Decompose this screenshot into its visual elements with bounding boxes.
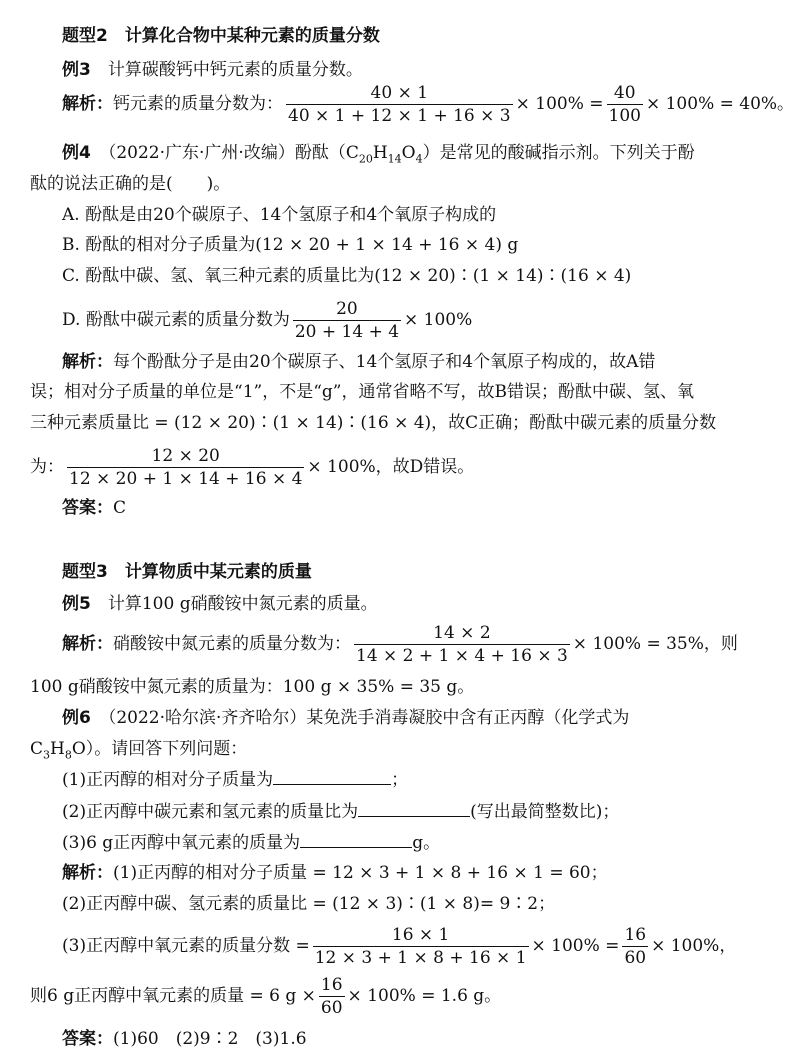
example-6-analysis-2: (2)正丙醇中碳、氢元素的质量比 = (12 × 3)∶(1 × 8)= 9∶2； <box>62 894 556 914</box>
fraction: $\frac{16}{60}$ <box>320 975 343 1018</box>
example-4-analysis-4: 为： $\frac{12 \times 20}{12 \times 20 + 1 \times 14 + 16 \times 4}$ × 100%，故D错误。 <box>30 446 475 489</box>
section-heading-3: 题型3 计算物质中某元素的质量 <box>62 562 312 582</box>
example-5-analysis: 解析：硝酸铵中氮元素的质量分数为： $\frac{14 \times 2}{14 \times 2 + 1 \times 4 + 16 \times 3}$ × 100% = 35%，则 <box>62 623 738 666</box>
fraction: $\frac{16 \times 1}{12 \times 3 + 1 \times 8 + 16 \times 1}$ <box>314 925 527 968</box>
question-2: (2)正丙醇中碳元素和氢元素的质量比为 (写出最简整数比)； <box>62 802 620 822</box>
example-4-stem-2: 酞的说法正确的是( )。 <box>30 174 231 194</box>
section-heading-2: 题型2 计算化合物中某种元素的质量分数 <box>62 26 380 46</box>
fraction: $\frac{12 \times 20}{12 \times 20 + 1 \times 14 + 16 \times 4}$ <box>69 446 303 489</box>
question-3: (3)6 g正丙醇中氧元素的质量为 g。 <box>62 833 441 853</box>
answer-blank[interactable] <box>273 768 391 785</box>
example-5-analysis-2: 100 g硝酸铵中氮元素的质量为：100 g × 35% = 35 g。 <box>30 677 475 697</box>
example-6-analysis-3: (3)正丙醇中氧元素的质量分数 = $\frac{16 \times 1}{12 \times 3 + 1 \times 8 + 16 \times 1}$ × 100% = $\frac{16}{60}$ × 100%， <box>62 925 737 968</box>
fraction: $\frac{14 \times 2}{14 \times 2 + 1 \times 4 + 16 \times 3}$ <box>356 623 568 666</box>
example-4-answer: 答案：C <box>62 498 127 518</box>
example-6-stem: 例6 （2022·哈尔滨·齐齐哈尔）某免洗手消毒凝胶中含有正丙醇（化学式为 <box>62 708 630 728</box>
answer-blank[interactable] <box>300 831 412 848</box>
example-4-stem: 例4 （2022·广东·广州·改编）酚酞$(C_{20}H_{14}O_4)$是常见的酸碱指示剂。下列关于酚 <box>62 143 695 166</box>
question-1: (1)正丙醇的相对分子质量为 ； <box>62 770 409 790</box>
example-6-analysis-1: 解析：(1)正丙醇的相对分子质量 = 12 × 3 + 1 × 8 + 16 × 1 = 60； <box>62 863 608 883</box>
option-c: C. 酚酞中碳、氢、氧三种元素的质量比为(12 × 20)∶(1 × 14)∶(16 × 4) <box>62 266 632 286</box>
fraction: $\frac{16}{60}$ <box>624 925 647 968</box>
fraction: $\frac{40}{100}$ <box>608 83 641 126</box>
example-3-analysis: 解析：钙元素的质量分数为： $\frac{40 \times 1}{40 \times 1 + 12 \times 1 + 16 \times 3}$ × 100% = $\frac{40}{100}$ × 100% = 40%。 <box>62 83 795 126</box>
option-d: D. 酚酞中碳元素的质量分数为 $\frac{20}{20 + 14 + 4}$ × 100% <box>62 299 473 342</box>
example-4-analysis-3: 三种元素质量比 = (12 × 20)∶(1 × 14)∶(16 × 4)，故C正确；酚酞中碳元素的质量分数 <box>30 413 717 433</box>
fraction: $\frac{20}{20 + 14 + 4}$ <box>294 299 400 342</box>
option-a: A. 酚酞是由20个碳原子、14个氢原子和4个氧原子构成的 <box>62 205 497 225</box>
example-6-answer: 答案：(1)60 (2)9∶2 (3)1.6 <box>62 1029 307 1049</box>
example-5-question: 例5 计算100 g硝酸铵中氮元素的质量。 <box>62 594 378 614</box>
example-3-question: 例3 计算碳酸钙中钙元素的质量分数。 <box>62 60 363 80</box>
example-6-stem-2: $C_3H_8O$）。请回答下列问题： <box>30 739 248 762</box>
option-b: B. 酚酞的相对分子质量为(12 × 20 + 1 × 14 + 16 × 4) g <box>62 235 519 255</box>
answer-blank[interactable] <box>358 800 470 817</box>
example-4-analysis-1: 解析：每个酚酞分子是由20个碳原子、14个氢原子和4个氧原子构成的，故A错 <box>62 352 656 372</box>
fraction: $\frac{40 \times 1}{40 \times 1 + 12 \times 1 + 16 \times 3}$ <box>288 83 511 126</box>
example-4-analysis-2: 误；相对分子质量的单位是“1”，不是“g”，通常省略不写，故B错误；酚酞中碳、氢、氧 <box>30 382 694 402</box>
example-6-analysis-4: 则6 g正丙醇中氧元素的质量 = 6 g × $\frac{16}{60}$ × 100% = 1.6 g。 <box>30 975 502 1018</box>
